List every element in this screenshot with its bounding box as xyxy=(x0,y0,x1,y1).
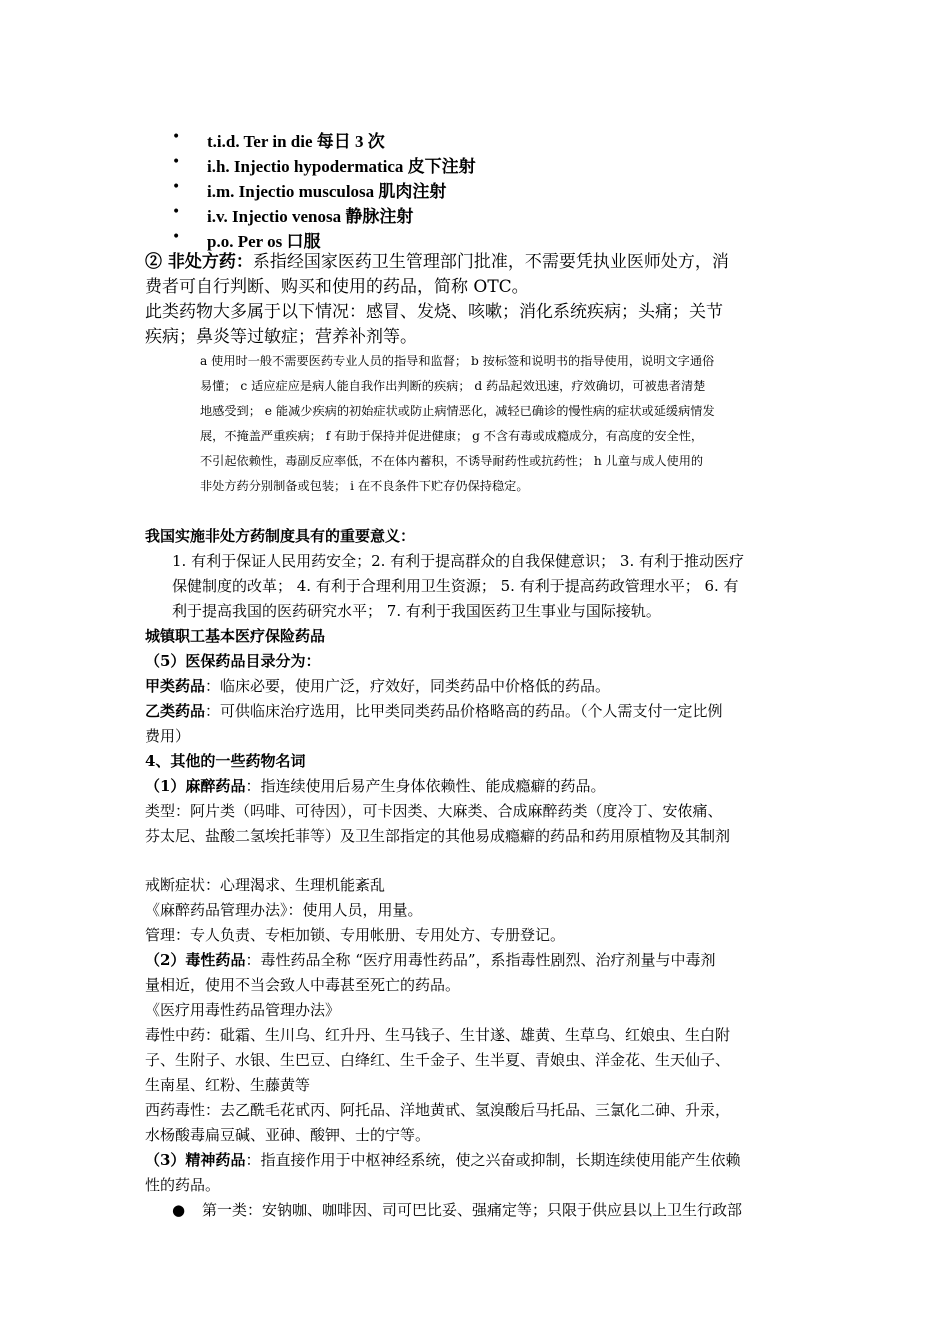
class-one-item xyxy=(0,1198,950,1223)
abbr-item-po xyxy=(0,227,950,251)
abbr-item-im xyxy=(0,177,950,201)
class-b-text-2: 费用） xyxy=(145,727,191,745)
psychotropic-text-2: 性的药品。 xyxy=(145,1176,221,1194)
toxic-tcm xyxy=(145,1023,810,1098)
class-a-label: 甲类药品 xyxy=(145,677,206,695)
narcotic-types-2: 芬太尼、盐酸二氢埃托菲等）及卫生部指定的其他易成瘾癖的药品和药用原植物及其制剂 xyxy=(145,827,731,845)
significance-line: 1. 有利于保证人民用药安全；2. 有利于提高群众的自我保健意识； 3. 有利于推动医疗 xyxy=(172,552,745,570)
otc-heading: ② 非处方药： xyxy=(145,252,253,272)
toxic-text-2: 量相近，使用不当会致人中毒甚至死亡的药品。 xyxy=(145,976,461,994)
bullet-dot-icon: ● xyxy=(172,1201,186,1219)
abbr-text: p.o. Per os 口服 xyxy=(207,232,321,251)
psychotropic-definition xyxy=(145,1148,810,1198)
narcotic-text: ：指连续使用后易产生身体依赖性、能成瘾癖的药品。 xyxy=(245,777,606,795)
otc-criteria xyxy=(200,349,810,499)
abbr-item-tid xyxy=(0,127,950,151)
criteria-line: 不引起依赖性，毒副反应率低，不在体内蓄积，不诱导耐药性或抗药性； h 儿童与成人使用的 xyxy=(200,454,704,468)
narcotic-definition xyxy=(145,774,810,799)
bullet-icon: • xyxy=(172,204,181,220)
toxic-tcm-3: 生南星、红粉、生藤黄等 xyxy=(145,1076,311,1094)
significance-line: 利于提高我国的医药研究水平； 7. 有利于我国医药卫生事业与国际接轨。 xyxy=(172,602,661,620)
otc-conditions xyxy=(145,300,810,350)
class-b-label: 乙类药品 xyxy=(145,702,206,720)
significance-title: 我国实施非处方药制度具有的重要意义： xyxy=(145,527,416,545)
bullet-icon: • xyxy=(172,179,181,195)
significance-line: 保健制度的改革； 4. 有利于合理利用卫生资源； 5. 有利于提高药政管理水平； 6. 有 xyxy=(172,577,739,595)
narcotic-types xyxy=(145,799,810,849)
toxic-western-1: 西药毒性：去乙酰毛花甙丙、阿托品、洋地黄甙、氢溴酸后马托品、三氯化二砷、升汞， xyxy=(145,1101,731,1119)
toxic-definition xyxy=(145,948,810,998)
class-a-text: ：临床必要，使用广泛，疗效好，同类药品中价格低的药品。 xyxy=(205,677,611,695)
significance-list xyxy=(172,549,810,624)
narcotic-label: （1）麻醉药品 xyxy=(145,777,246,795)
criteria-line: 非处方药分别制备或包装； i 在不良条件下贮存仍保持稳定。 xyxy=(200,479,529,493)
insurance-title: 城镇职工基本医疗保险药品 xyxy=(145,627,326,645)
abbr-text: i.v. Injectio venosa 静脉注射 xyxy=(207,207,414,226)
otc-cond-1: 此类药物大多属于以下情况：感冒、发烧、咳嗽；消化系统疾病；头痛；关节 xyxy=(145,302,723,322)
bullet-icon: • xyxy=(172,129,181,145)
psychotropic-text: ：指直接作用于中枢神经系统，使之兴奋或抑制，长期连续使用能产生依赖 xyxy=(245,1151,741,1169)
management: 管理：专人负责、专柜加锁、专用帐册、专用处方、专册登记。 xyxy=(145,926,566,944)
toxic-tcm-2: 子、生附子、水银、生巴豆、白绛红、生千金子、生半夏、青娘虫、洋金花、生天仙子、 xyxy=(145,1051,731,1069)
toxic-text: ：毒性药品全称 “医疗用毒性药品”，系指毒性剧烈、治疗剂量与中毒剂 xyxy=(245,951,716,969)
class-a-drugs xyxy=(145,674,810,699)
toxic-rules: 《医疗用毒性药品管理办法》 xyxy=(145,1001,341,1019)
abbr-item-ih xyxy=(0,152,950,176)
otc-cond-2: 疾病；鼻炎等过敏症；营养补剂等。 xyxy=(145,327,417,347)
criteria-line: 展，不掩盖严重疾病； f 有助于保持并促进健康； g 不含有毒或成瘾成分，有高度的安全性， xyxy=(200,429,704,443)
bullet-icon: • xyxy=(172,229,181,245)
abbr-text: i.m. Injectio musculosa 肌肉注射 xyxy=(207,182,447,201)
class-one-text: 第一类：安钠咖、咖啡因、司可巴比妥、强痛定等；只限于供应县以上卫生行政部 xyxy=(202,1201,743,1219)
toxic-western-2: 水杨酸毒扁豆碱、亚砷、酸钾、士的宁等。 xyxy=(145,1126,431,1144)
psychotropic-label: （3）精神药品 xyxy=(145,1151,246,1169)
insurance-subtitle: （5）医保药品目录分为： xyxy=(145,652,321,670)
abbr-text: i.h. Injectio hypodermatica 皮下注射 xyxy=(207,157,476,176)
toxic-tcm-1: 毒性中药：砒霜、生川乌、红升丹、生马钱子、生甘遂、雄黄、生草乌、红娘虫、生白附 xyxy=(145,1026,731,1044)
class-b-text: ：可供临床治疗选用，比甲类同类药品价格略高的药品。（个人需支付一定比例 xyxy=(205,702,723,720)
abbr-item-iv xyxy=(0,202,950,226)
criteria-line: a 使用时一般不需要医药专业人员的指导和监督； b 按标签和说明书的指导使用，说明文字通俗 xyxy=(200,354,715,368)
narcotic-types-1: 类型：阿片类（吗啡、可待因），可卡因类、大麻类、合成麻醉药类（度冷丁、安侬痛、 xyxy=(145,802,723,820)
withdrawal-symptoms: 戒断症状：心理渴求、生理机能紊乱 xyxy=(145,876,386,894)
otc-definition xyxy=(145,250,810,300)
toxic-western xyxy=(145,1098,810,1148)
otc-def-text-2: 费者可自行判断、购买和使用的药品，简称 OTC。 xyxy=(145,277,529,297)
abbr-text: t.i.d. Ter in die 每日 3 次 xyxy=(207,132,385,151)
class-b-drugs xyxy=(145,699,810,749)
toxic-label: （2）毒性药品 xyxy=(145,951,246,969)
bullet-icon: • xyxy=(172,154,181,170)
narcotic-rules: 《麻醉药品管理办法》：使用人员，用量。 xyxy=(145,901,423,919)
criteria-line: 地感受到； e 能减少疾病的初始症状或防止病情恶化，减轻已确诊的慢性病的症状或延缓病情发 xyxy=(200,404,715,418)
other-terms-title: 4、其他的一些药物名词 xyxy=(145,752,306,770)
criteria-line: 易懂； c 适应症应是病人能自我作出判断的疾病； d 药品起效迅速，疗效确切，可被患者清楚 xyxy=(200,379,706,393)
otc-def-text: 系指经国家医药卫生管理部门批准，不需要凭执业医师处方，消 xyxy=(252,252,729,272)
